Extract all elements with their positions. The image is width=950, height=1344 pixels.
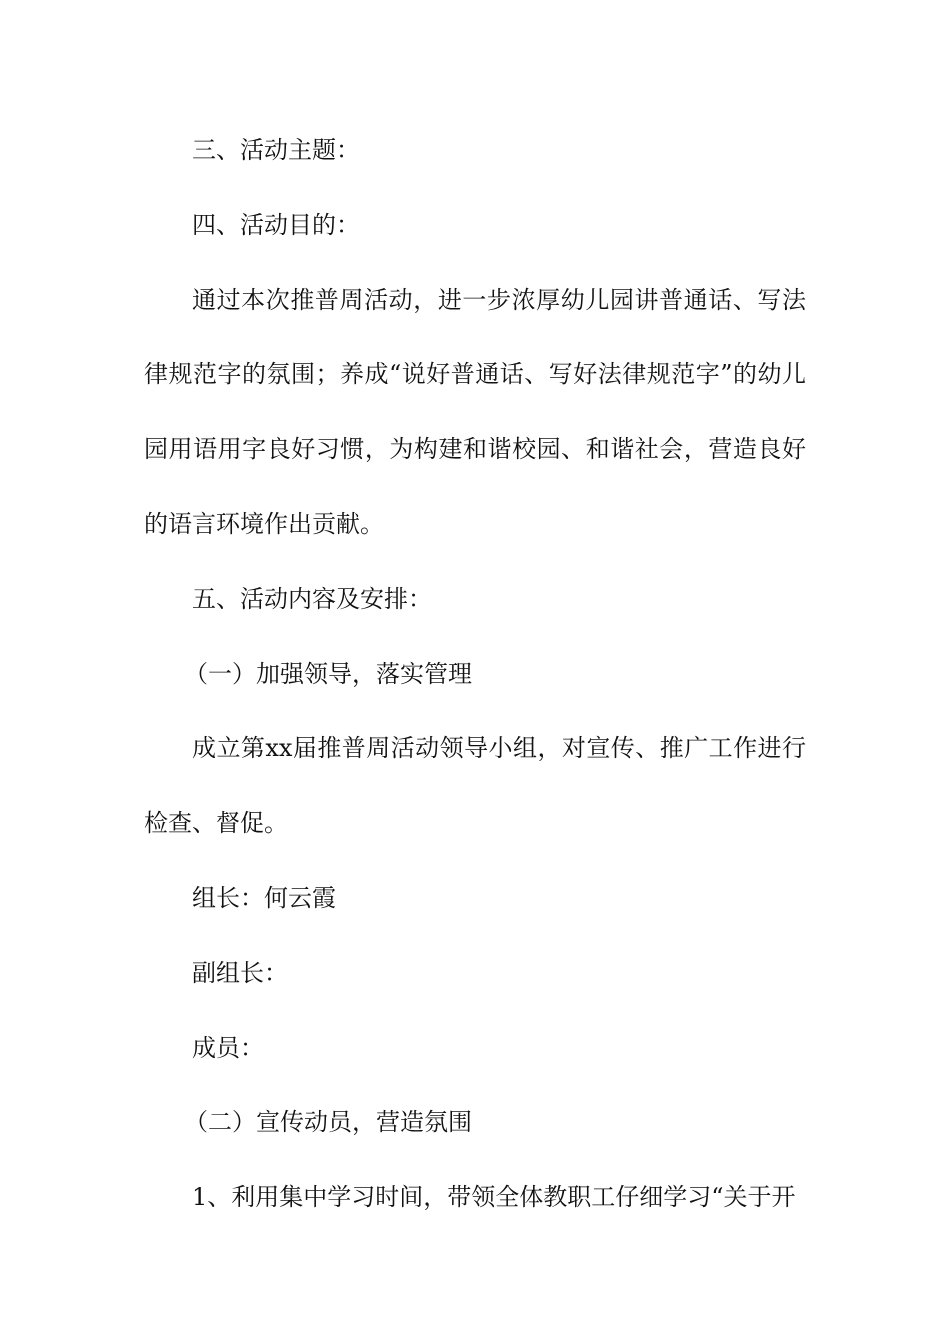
heading-activity-theme: 三、活动主题： — [192, 136, 360, 164]
paragraph-publicity-item-1: 1、利用集中学习时间，带领全体教职工仔细学习“关于开 — [192, 1183, 796, 1212]
heading-activity-purpose: 四、活动目的： — [192, 210, 360, 239]
paragraph-purpose-text: 通过本次推普周活动，进一步浓厚幼儿园讲普通话、写法律规范字的氛围；养成“说好普通话、写好法律规范字”的幼儿园用语用字良好习惯，为构建和谐校园、和谐社会，营造良好的语言环境作出贡献。 — [144, 285, 806, 538]
subheading-leadership: （一）加强领导，落实管理 — [184, 659, 472, 688]
subheading-publicity: （二）宣传动员，营造氛围 — [184, 1108, 472, 1137]
paragraph-leadership-group: 成立第xx届推普周活动领导小组，对宣传、推广工作进行检查、督促。 — [144, 734, 806, 838]
line-deputy-leader: 副组长： — [192, 958, 288, 987]
heading-activity-content: 五、活动内容及安排： — [192, 584, 432, 613]
document-body — [144, 113, 806, 1235]
line-group-leader: 组长：何云霞 — [192, 883, 336, 912]
line-members: 成员： — [192, 1033, 264, 1062]
